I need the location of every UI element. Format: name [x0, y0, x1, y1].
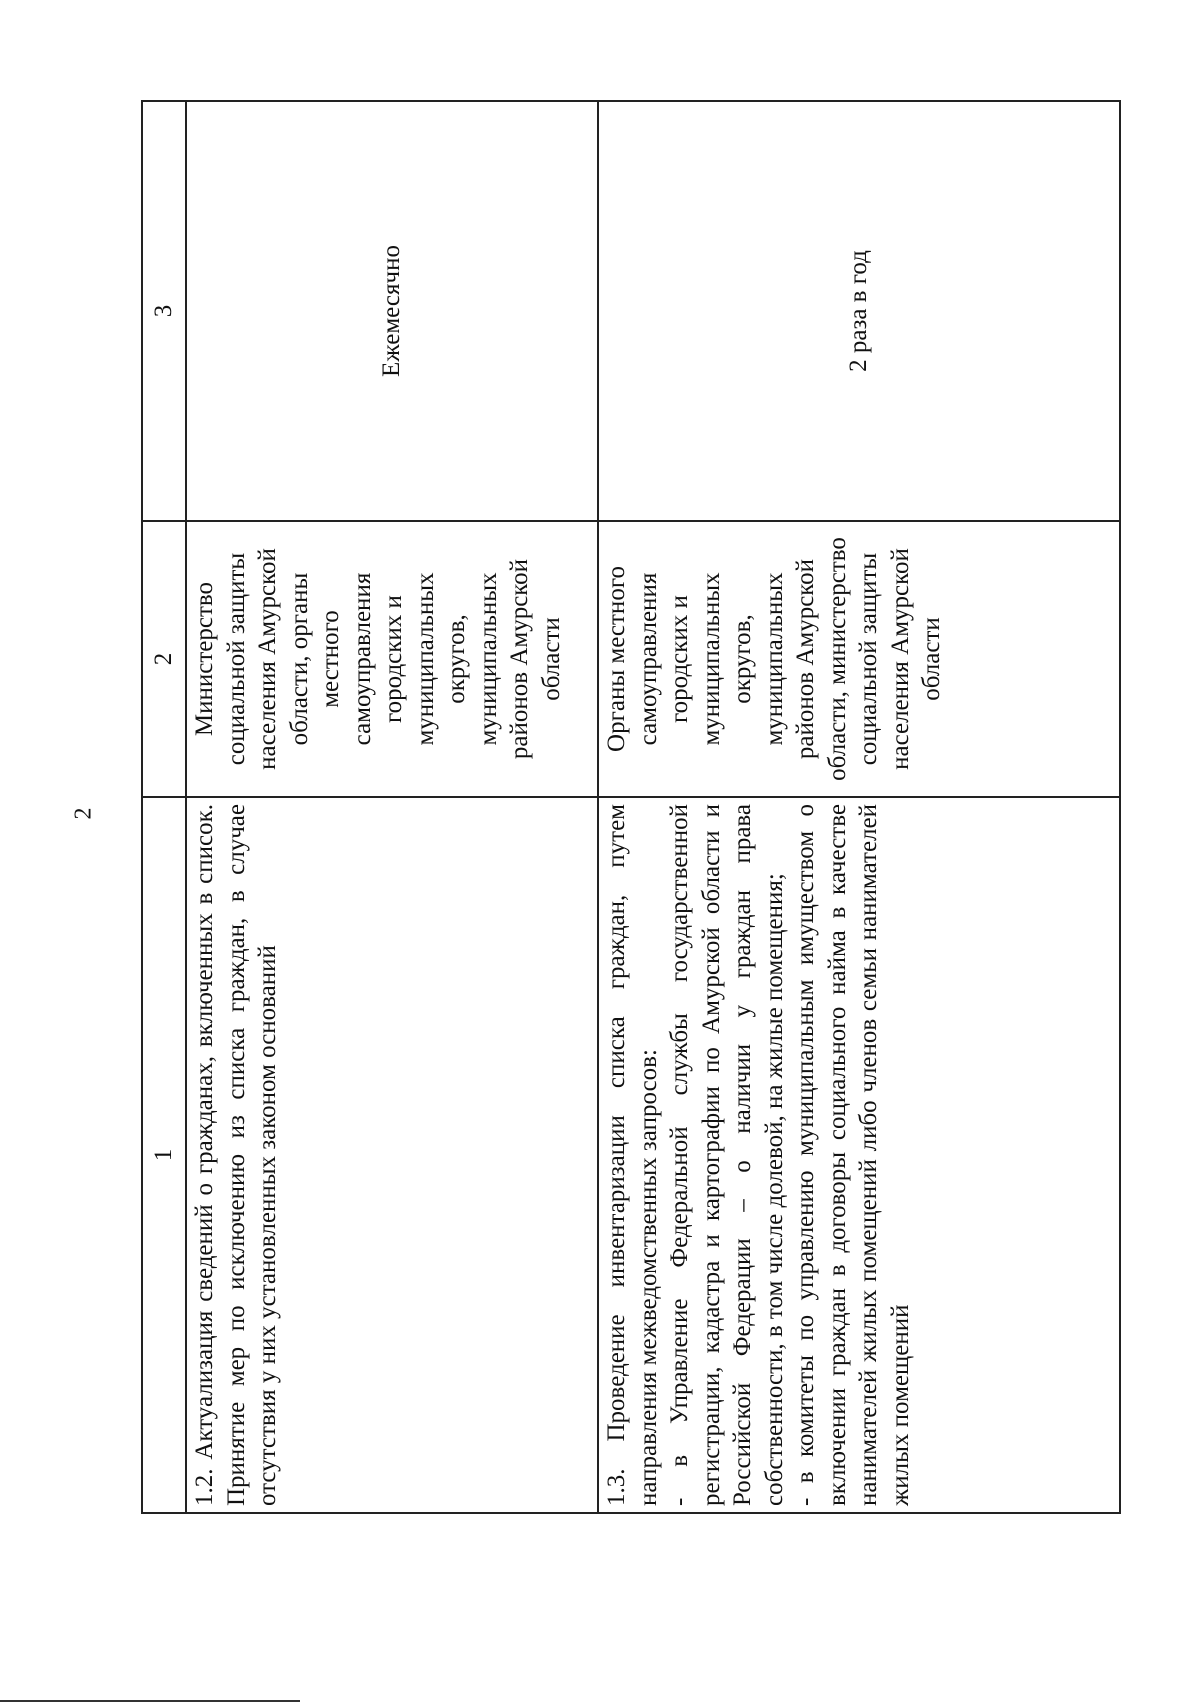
measure-text: 1.3. Проведение инвентаризации списка граждан, путем направления межведомственных запросов:: [603, 804, 662, 1506]
column-header-1: 1: [142, 797, 186, 1513]
table-row: [598, 101, 1120, 1513]
measure-text: - в Управление Федеральной службы государственной регистрации, кадастра и картографии по Амурской области и Российской Федерации – о наличии у граждан права собственности, в том числе долевой, на жилые помещения;: [666, 804, 788, 1506]
column-header-2: 2: [142, 521, 186, 797]
rotated-table-content: [141, 102, 1119, 1514]
measures-table: [141, 100, 1121, 1514]
scan-edge-line: [0, 1700, 300, 1702]
measure-cell: [598, 797, 1120, 1513]
executor-cell: Органы местного самоуправления городских и муниципальных округов, муниципальных районов Амурской области, министерство социальной защиты населения Амурской области: [598, 521, 1120, 797]
period-cell: Ежемесячно: [186, 101, 598, 521]
measure-text: - в комитеты по управлению муниципальным имуществом о включении граждан в договоры социального найма в качестве нанимателей жилых помещений либо членов семьи нанимателей жилых помещений: [792, 804, 914, 1506]
measure-text: 1.2. Актуализация сведений о гражданах, включенных в список. Принятие мер по исключению из списка граждан, в случае отсутствия у них установленных законом оснований: [191, 804, 281, 1506]
measure-cell: [186, 797, 598, 1513]
rotated-table-frame: [141, 102, 1200, 1506]
period-cell: 2 раза в год: [598, 101, 1120, 521]
table-header-row: [142, 101, 186, 1513]
executor-cell: Министерство социальной защиты населения Амурской области, органы местного самоуправления городских и муниципальных округов, муниципальных районов Амурской области: [186, 521, 598, 797]
page-number: 2: [70, 807, 97, 820]
column-header-3: 3: [142, 101, 186, 521]
table-row: [186, 101, 598, 1513]
